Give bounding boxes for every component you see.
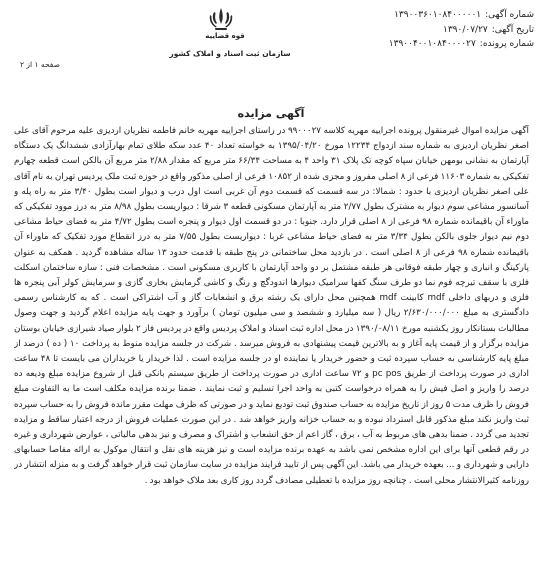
case-number-label: شماره پرونده:: [479, 39, 534, 50]
page-number: صفحه ۱ از ۲: [20, 60, 60, 69]
notice-date: ۱۳۹۰/۰۷/۲۷: [443, 24, 488, 35]
case-number: ۱۳۹۰۰۴۰۰۱۰۸۴۰۰۰۰۲۷: [388, 39, 476, 50]
organization-name: سازمان ثبت اسناد و املاک کشور: [169, 49, 291, 58]
judiciary-emblem-icon: [206, 6, 236, 32]
notice-number: ۱۳۹۰۰۳۶۰۱۰۸۴۰۰۰۰۰۱: [394, 10, 482, 20]
document-title: آگهی مزایده: [237, 107, 305, 120]
case-number-row: [299, 37, 534, 52]
notice-metadata: [299, 8, 534, 52]
document-body: [14, 124, 529, 570]
notice-number-label: شماره آگهی:: [485, 10, 534, 20]
notice-date-row: [299, 23, 534, 38]
notice-date-label: تاریخ آگهی:: [491, 24, 534, 35]
body-paragraph: آگهی مزایده اموال غیرمنقول پرونده اجراییه مهریه کلاسه ۹۹۰۰۰۲۷ در راستای اجراییه مهریه خانم فاطمه نظریان اردیزی علیه مرحوم آقای علی اصغر نظریان اردیزی به شماره سند ازدواج ۱۲۲۳۴ مورخ ۱۳۹۵/۰۴/۲۰ به خواسته تعداد ۴۰ عدد سکه طلای تمام بهارآزادی ششدانگ یک دستگاه آپارتمان به نشانی بومهن خیابان سپاه کوچه تک پلاک ۳۱ واحد ۴ به مساحت ۶۶/۳۴ متر مربع که مقدار ۲/۸۸ متر مربع آن بالکن است قطعه چهارم تفکیکی به شماره ۱۱۶۰۳ فرعی از ۸ اصلی مفروز و مجزی شده از ۱۰۸۵۲ فرعی از اصلی مذکور واقع در حوزه ثبت ملک پردیس تهران به نام آقای علی اصغر نظریان اردیزی با حدود : شمالا: در سه قسمت که قسمت دوم آن غربی است اول درب و دیوار است بطول ۳/۴۰ متر به راه پله و آسانسور مشاعی سوم دیوار به مشترک بطول ۲/۷۷ متر به آپارتمان مسکونی قطعه ۳ شرقا : دیواریست بطول ۸/۹۸ متر به درز موود تفکیکی که ماوراء آن باقیمانده شماره ۹۸ فرعی از ۸ اصلی قرار دارد. جنوبا : در دو قسمت اول دیوار و پنجره است بطول ۴/۷۲ متر به فضای حیاط مشاعی دوم نیم دیوار جلوی بالکن بطول ۳/۳۴ متر به فضای حیاط مشاعی غربا : دیواریست بطول ۷/۵۵ متر به درز انقطاع مورد تفکیک که ماوراء آن باقیمانده شماره ۹۸ فرعی از ۸ اصلی است . در بازدید محل ساختمانی در پنج طبقه با قدمت حدود ۱۳ ساله مشاهده گردید . همکف به عنوان پارکینگ و انباری و چهار طبقه فوقانی هر طبقه مشتمل بر دو واحد آپارتمان با کاربری مسکونی است . مشخصات فنی : سازه ساختمان اسکلت فلزی با سقف تیرچه فوم نما دو طرف سنگ کفها سرامیک دیوارها اندودگچ و رنگ و کاشی گرمایش بخاری گازی و سرمایش کولر آبی پنجره ها فلزی و دربهای داخلی mdf کابینت mdf همچنین محل دارای یک رشته برق و انشعابات گاز و آب اشتراکی است . که به کارشناس رسمی دادگستری به مبلغ ۲/۶۳۰/۰۰۰/۰۰۰ ریال ( سه میلیارد و ششصد و سی میلیون تومان ) برآورد و جهت پایه مزایده اعلام گردید و جهت وصول مطالبات بستانکار روز یکشنبه مورخ ۱۳۹۰/۰۸/۱۱ در محل اداره ثبت اسناد و املاک پردیس واقع در پردیس فاز ۲ بلوار صیاد شیرازی خیابان بوستان مزایده برگزار و از قیمت پایه آغاز و به بالاترین قیمت پیشنهادی به فروش میرسد . شرکت در جلسه مزایده منوط به پرداخت ۱۰ ( ده ) درصد از مبلغ پایه کارشناسی به حساب سپرده ثبت و حضور خریدار یا نماینده او در جلسه مزایده است . لذا خریدار یا خریداران می بایست تا ۴۸ ساعت اداری در صورت پرداخت از طریق pc pos و ۷۲ ساعت اداری در صورت پرداخت از طریق سیستم بانکی قبل از شروع مزایده مبلغ ودیعه ده درصد را واریز و اصل فیش را به همراه درخواست کتبی به واحد اجرا تسلیم و ثبت نمایند . ضمنا برنده مزایده مکلف است ما به التفاوت مبلغ فروش را ظرف مدت ۵ روز از تاریخ مزایده به حساب صندوق ثبت تودیع نماید و در صورتی که ظرف مهلت مقرر مانده فروش را به حساب سپرده ثبت واریز نکند مبلغ مذکور قابل استرداد نبوده و به حساب خزانه واریز خواهد شد . در این صورت عملیات فروش از درجه اعتبار ساقط و مزایده تجدید می گردد . ضمنا بدهی های مربوط به آب ، برق ، گاز اعم از حق انشعاب و اشتراک و مصرف و نیز بدهی مالیاتی ، عوارض شهرداری و غیره در رقم قطعی آنها برای این اداره مشخص نمی باشد به عهده برنده مزایده است و نیز هزینه های نقل و انتقال موکول به ارائه مفاصا حسابهای دارایی و شهرداری و ... بعهده خریدار می باشد. این آگهی پس از تایید فرایند مزایده در سایت سازمان ثبت قرار خواهد گرفت و به منزله انتشار در روزنامه کثیرالانتشار محلی است . چنانچه روز مزایده با تعطیلی مصادف گردد روز کاری بعد ملاک خواهد بود .: [14, 126, 529, 486]
notice-number-row: [299, 8, 534, 23]
court-name: قوه قضاییه: [205, 32, 245, 40]
